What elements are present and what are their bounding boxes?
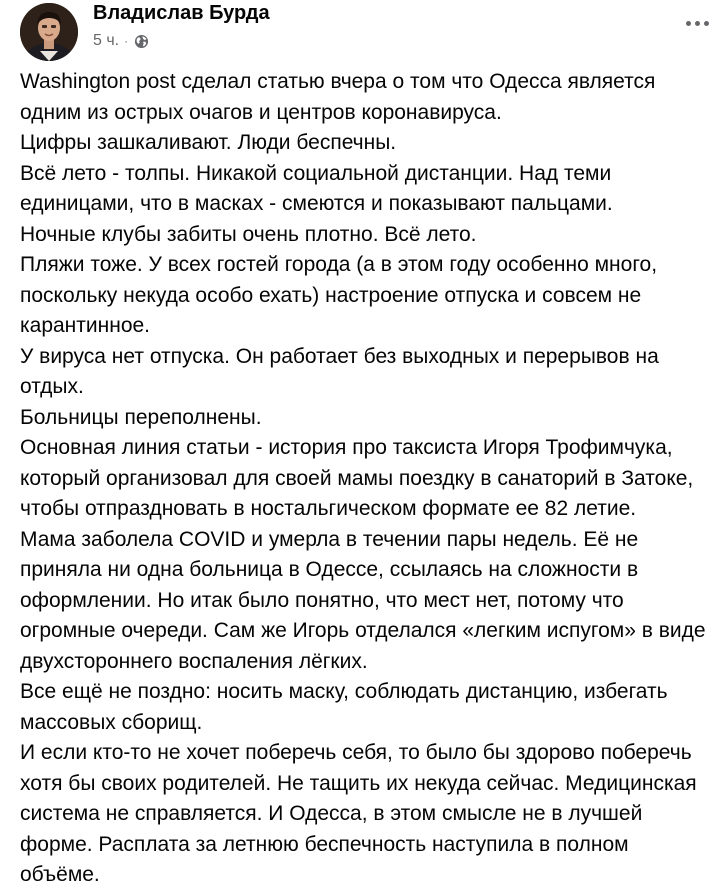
post-paragraph: Мама заболела COVID и умерла в течении пары недель. Её не приняла ни одна больница в Одессе, ссылаясь на сложности в оформлении. Но итак было понятно, что мест нет, потому что огромные очереди. Сам же Игорь отделался «легким испугом» в виде двухстороннего воспаления лёгких.	[20, 527, 706, 673]
post-paragraph: И если кто-то не хочет поберечь себя, то было бы здорово поберечь хотя бы своих родителей. Не тащить их некуда сейчас. Медицинская система не справляется. И Одесса, в этом смысле не в лучшей форме. Расплата за летнюю беспечность наступила в полном объёме.	[20, 741, 697, 886]
post-paragraph: У вируса нет отпуска. Он работает без выходных и перерывов на отдых.	[20, 344, 659, 398]
post-paragraph: Всё лето - толпы. Никакой социальной дистанции. Над теми единицами, что в масках - смеются и показывают пальцами.	[20, 161, 613, 215]
author-name[interactable]: Владислав Бурда	[93, 2, 270, 24]
post-paragraph: Пляжи тоже. У всех гостей города (а в этом году особенно много, поскольку некуда особо ехать) настроение отпуска и совсем не карантинное.	[20, 253, 658, 337]
more-dot	[704, 21, 709, 26]
avatar[interactable]	[20, 3, 78, 61]
meta-separator: ·	[124, 34, 129, 48]
post-header	[0, 0, 725, 64]
post-paragraph: Цифры зашкаливают. Люди беспечны.	[20, 131, 397, 154]
more-dot	[695, 21, 700, 26]
post-paragraph: Больницы переполнены.	[20, 405, 262, 429]
post-paragraph: Washington post сделал статью вчера о том что Одесса является одним из острых очагов и центров коронавируса.	[20, 70, 656, 124]
more-dot	[686, 21, 691, 26]
post-meta	[93, 30, 149, 52]
post-paragraph: Все ещё не поздно: носить маску, соблюдать дистанцию, избегать массовых сборищ.	[20, 680, 668, 734]
post-text	[20, 67, 710, 891]
globe-icon[interactable]	[134, 34, 149, 49]
more-options-icon[interactable]	[680, 10, 714, 36]
post-time[interactable]: 5 ч.	[93, 32, 120, 49]
avatar-photo	[20, 3, 78, 61]
post-paragraph: Ночные клубы забиты очень плотно. Всё лето.	[20, 222, 477, 246]
post-paragraph: Основная линия статьи - история про таксиста Игоря Трофимчука, который организовал для своей мамы поездку в санаторий в Затоке, чтобы отпраздновать в ностальгическом формате ее 82 летие.	[20, 436, 694, 520]
